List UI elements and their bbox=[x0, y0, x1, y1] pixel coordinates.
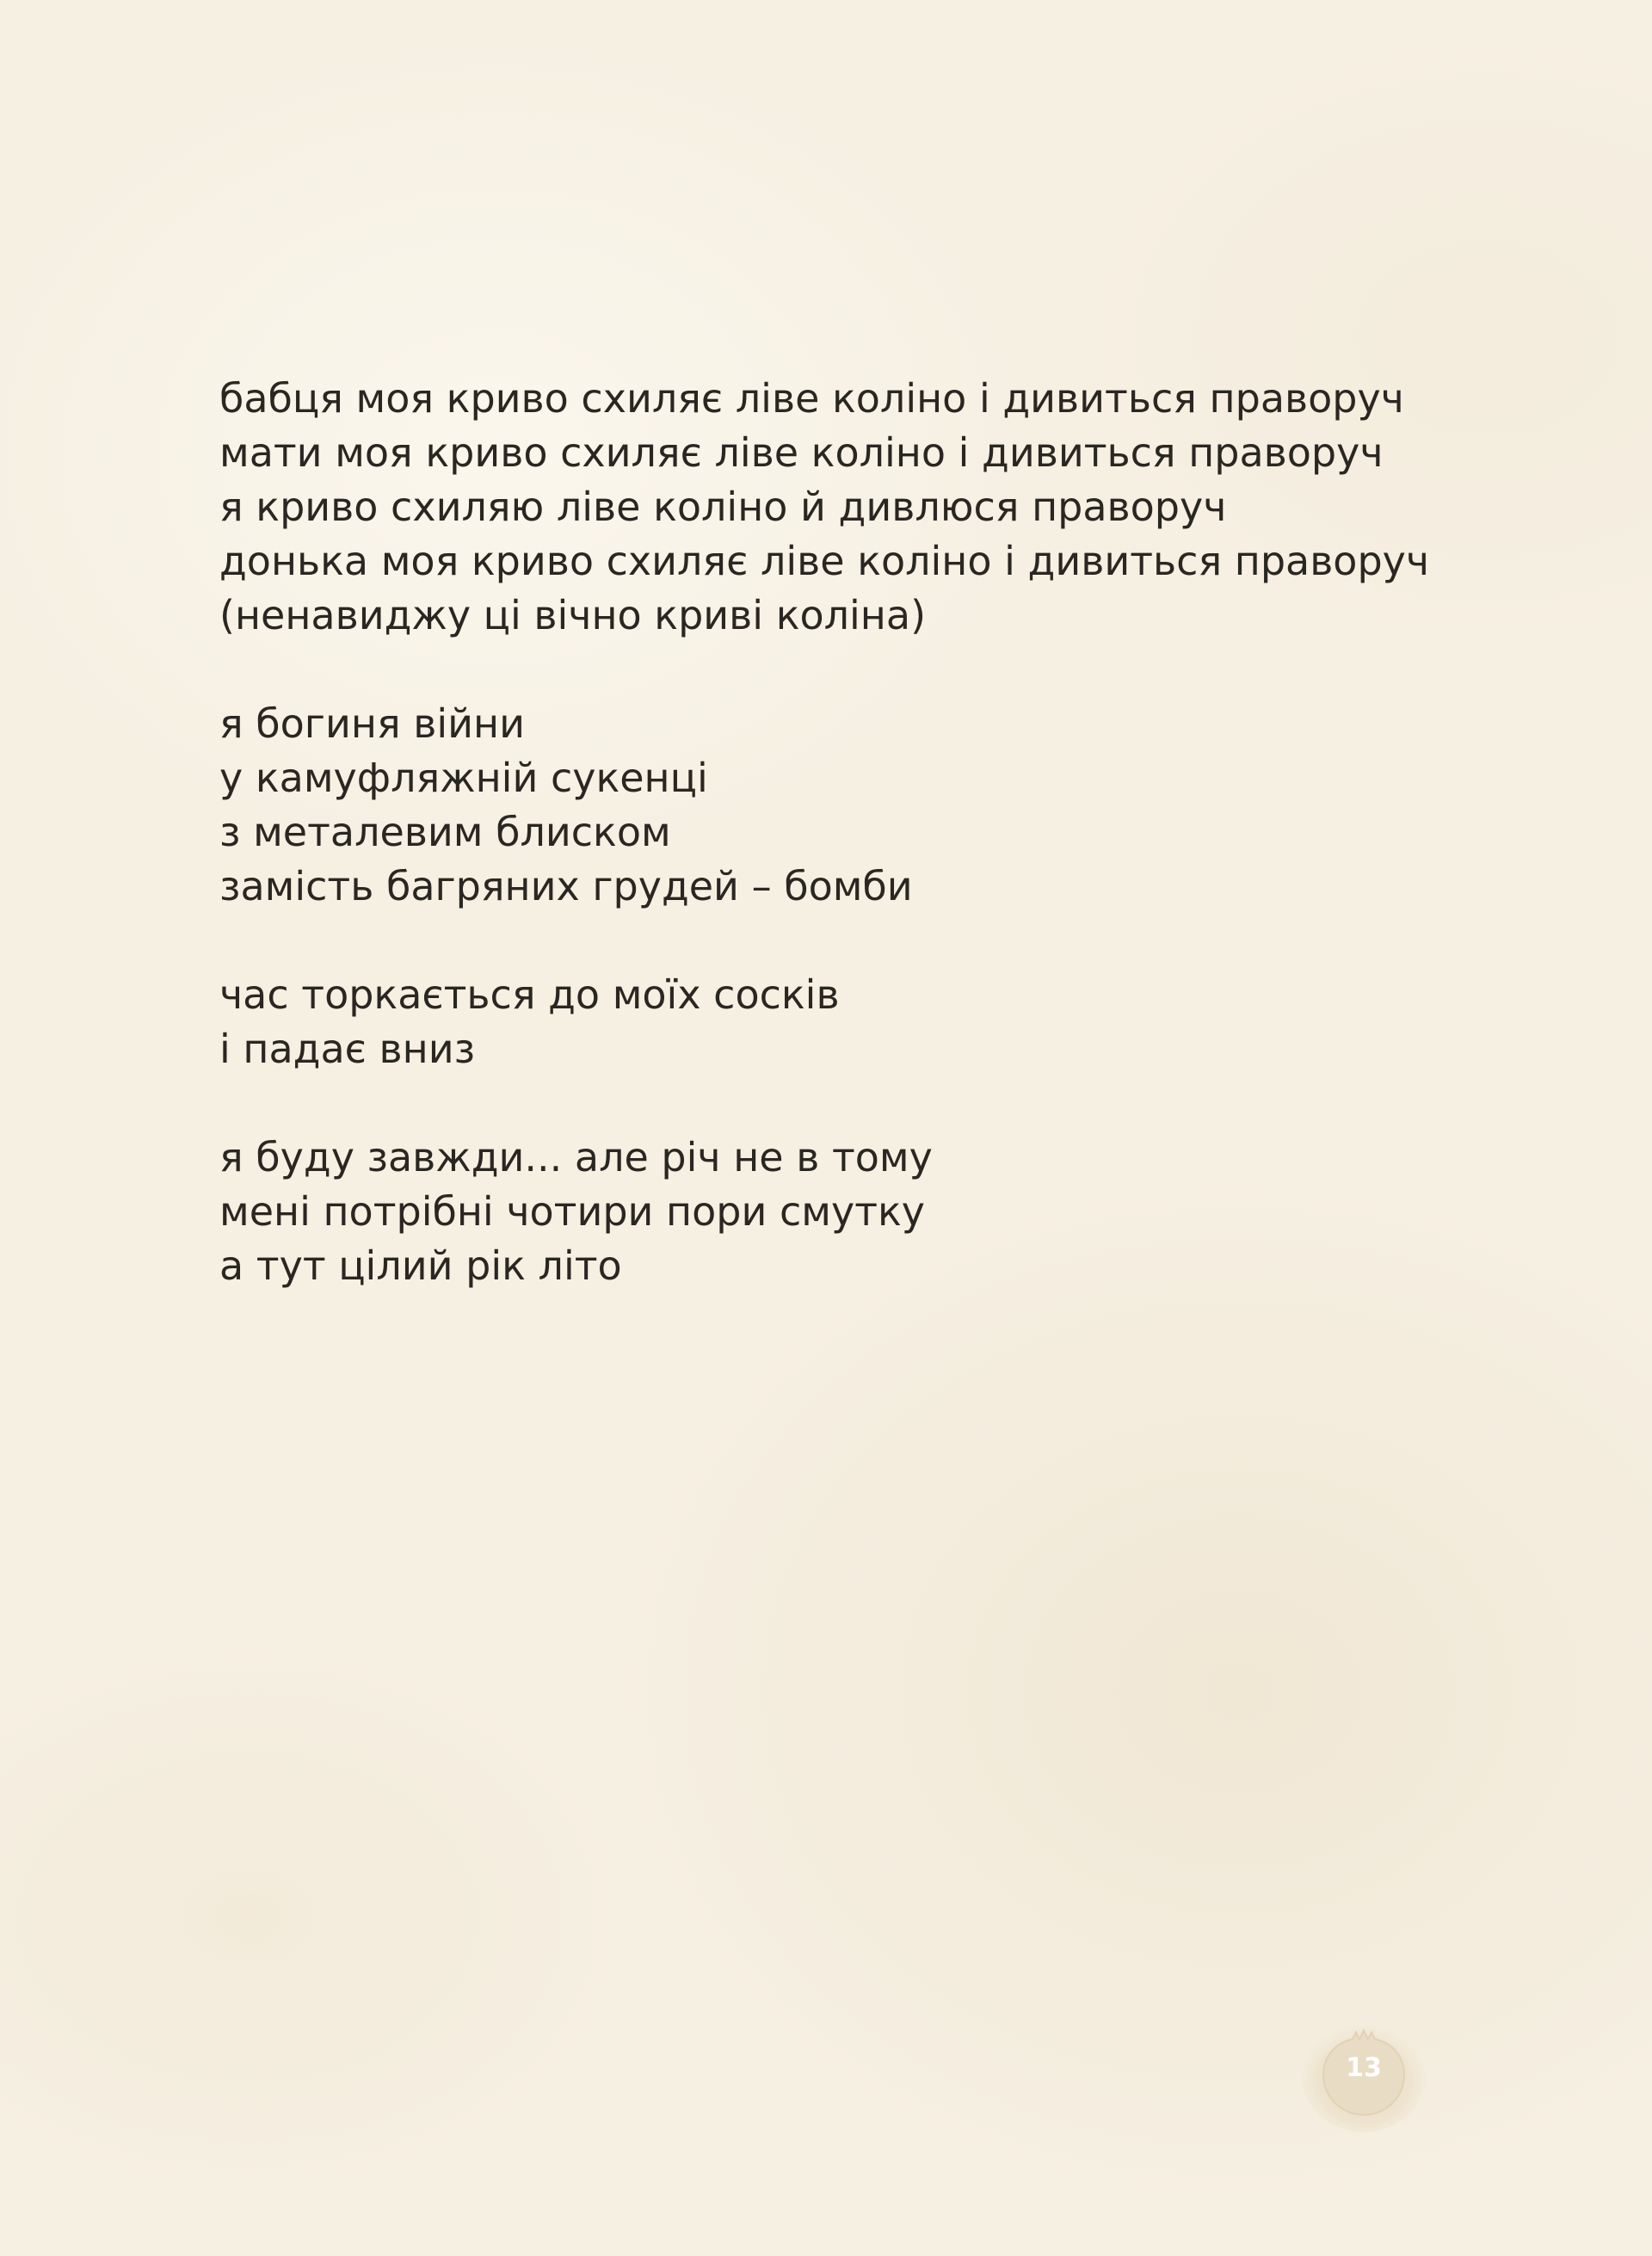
stanza-2 bbox=[219, 697, 1424, 914]
poem bbox=[219, 372, 1430, 1347]
poem-line: у камуфляжній сукенці bbox=[219, 755, 708, 801]
poem-line: я богиня війни bbox=[219, 700, 525, 747]
stanza-3 bbox=[219, 968, 1424, 1076]
poem-line: а тут цілий рік літо bbox=[219, 1242, 622, 1289]
stanza-4 bbox=[219, 1131, 1424, 1293]
poem-line: (ненавиджу ці вічно криві коліна) bbox=[219, 592, 927, 638]
poem-line: донька моя криво схиляє ліве коліно і дивиться праворуч bbox=[219, 538, 1430, 584]
poem-line: і падає вниз bbox=[219, 1026, 476, 1072]
poem-line: я буду завжди... але річ не в тому bbox=[219, 1134, 933, 1180]
page-number: 13 bbox=[1346, 2053, 1382, 2083]
poem-line: час торкається до моїх сосків bbox=[219, 971, 840, 1018]
poem-line: бабця моя криво схиляє ліве коліно і дивиться праворуч bbox=[219, 375, 1404, 422]
stanza-1 bbox=[219, 372, 1430, 643]
poem-line: мені потрібні чотири пори смутку bbox=[219, 1188, 926, 1235]
page-number-badge bbox=[1299, 2013, 1428, 2134]
poem-line: з металевим блиском bbox=[219, 809, 671, 855]
poem-line: я криво схиляю ліве коліно й дивлюся праворуч bbox=[219, 484, 1227, 530]
poem-line: замість багряних грудей – бомби bbox=[219, 863, 913, 909]
poem-line: мати моя криво схиляє ліве коліно і дивиться праворуч bbox=[219, 429, 1384, 476]
